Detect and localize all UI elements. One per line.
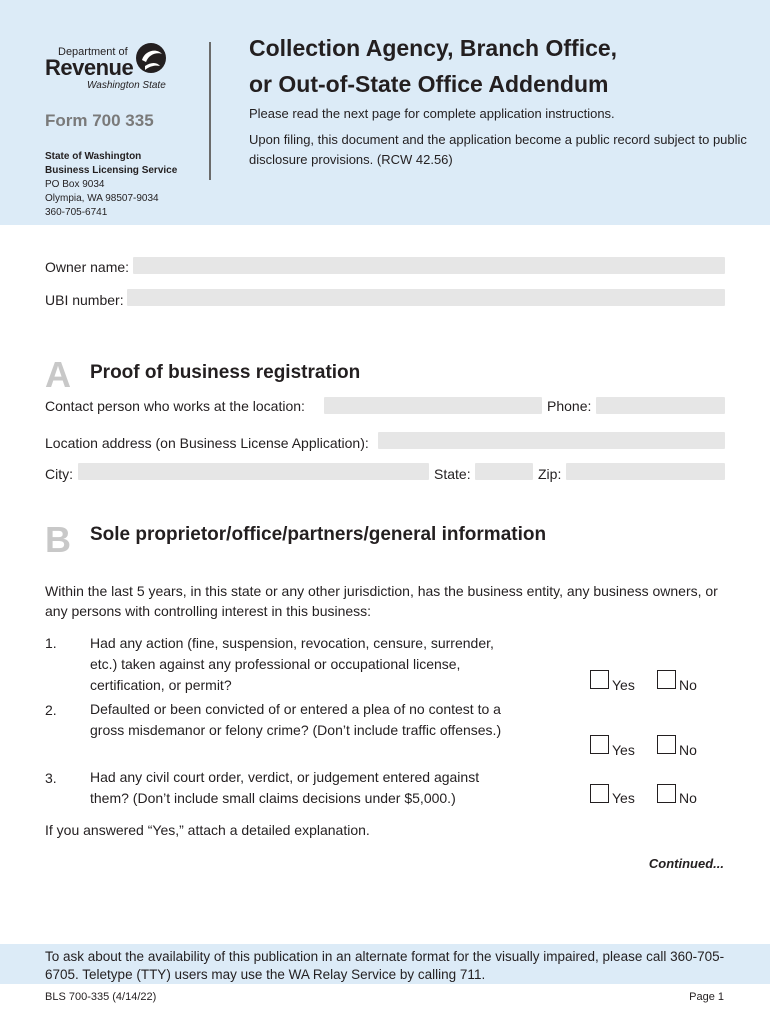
q1-yes-label: Yes	[612, 677, 635, 693]
agency-address-block	[45, 150, 177, 220]
agency-address2: Olympia, WA 98507-9034	[45, 193, 159, 204]
question-text: Defaulted or been convicted of or entered a plea of no contest to a gross misdemanor or felony crime? (Don’t include traffic offenses.)	[90, 701, 502, 738]
question-text: Had any civil court order, verdict, or judgement entered against them? (Don’t include small claims decisions under $5,000.)	[90, 769, 480, 806]
agency-name-line2: Business Licensing Service	[45, 165, 178, 176]
logo-revenue-text: Revenue	[45, 55, 134, 80]
section-a-title: Proof of business registration	[90, 362, 361, 383]
question-text: Had any action (fine, suspension, revocation, censure, surrender, etc.) taken against any professional or occupational license, certification, or permit?	[90, 635, 494, 693]
dor-swirl-icon	[133, 40, 169, 76]
dor-logo	[45, 40, 185, 96]
instruction-text: Please read the next page for complete application instructions.	[249, 106, 615, 121]
section-b-intro: Within the last 5 years, in this state or any other jurisdiction, has the business entity, any business owners, or any persons with controlling interest in this business:	[45, 583, 718, 619]
q2-yes-label: Yes	[612, 742, 635, 758]
zip-label: Zip:	[538, 466, 562, 482]
owner-name-label: Owner name:	[45, 259, 130, 275]
state-label: State:	[434, 466, 471, 482]
agency-address1: PO Box 9034	[45, 179, 105, 190]
city-label: City:	[45, 466, 73, 482]
question-number: 1.	[45, 635, 57, 651]
phone-label: Phone:	[547, 398, 592, 414]
ubi-number-field[interactable]	[127, 289, 725, 306]
q1-no-label: No	[679, 677, 697, 693]
accessibility-notice: To ask about the availability of this publication in an alternate format for the visually impaired, please call 360-705-6705. Teletype (TTY) users may use the WA Relay Service by calling 711.	[45, 949, 725, 982]
instructions-block	[249, 104, 749, 176]
title-line1: Collection Agency, Branch Office,	[249, 35, 618, 61]
q3-yes-checkbox[interactable]	[590, 784, 609, 803]
owner-name-field[interactable]	[133, 257, 725, 274]
contact-person-label: Contact person who works at the location:	[45, 398, 305, 414]
title-line2: or Out-of-State Office Addendum	[249, 71, 609, 97]
question-number: 2.	[45, 702, 57, 718]
q1-no-checkbox[interactable]	[657, 670, 676, 689]
section-a-letter: A	[45, 354, 71, 395]
yes-explanation-note: If you answered “Yes,” attach a detailed explanation.	[45, 822, 370, 838]
q3-yes-label: Yes	[612, 790, 635, 806]
public-record-text: Upon filing, this document and the application become a public record subject to public disclosure provisions. (RCW 42.56)	[249, 132, 747, 167]
q1-yes-checkbox[interactable]	[590, 670, 609, 689]
continued-label: Continued...	[648, 856, 724, 871]
section-b-title: Sole proprietor/office/partners/general information	[90, 524, 547, 545]
q3-no-checkbox[interactable]	[657, 784, 676, 803]
state-field[interactable]	[475, 463, 533, 480]
phone-field[interactable]	[596, 397, 725, 414]
form-id: BLS 700-335 (4/14/22)	[45, 991, 157, 1003]
q3-no-label: No	[679, 790, 697, 806]
ubi-number-label: UBI number:	[45, 292, 124, 308]
question-number: 3.	[45, 770, 57, 786]
contact-person-field[interactable]	[324, 397, 542, 414]
q2-yes-checkbox[interactable]	[590, 735, 609, 754]
agency-phone: 360-705-6741	[45, 207, 108, 218]
header-divider	[209, 42, 211, 180]
location-address-field[interactable]	[378, 432, 725, 449]
section-b-letter: B	[45, 519, 71, 560]
logo-department-text: Department of	[58, 46, 128, 58]
city-field[interactable]	[78, 463, 429, 480]
agency-name-line1: State of Washington	[45, 151, 142, 162]
q2-no-label: No	[679, 742, 697, 758]
zip-field[interactable]	[566, 463, 725, 480]
page-number: Page 1	[689, 991, 724, 1003]
form-number: Form 700 335	[45, 111, 154, 130]
page-title	[249, 30, 617, 102]
logo-washington-text: Washington State	[87, 80, 166, 91]
location-address-label: Location address (on Business License Application):	[45, 435, 369, 451]
q2-no-checkbox[interactable]	[657, 735, 676, 754]
